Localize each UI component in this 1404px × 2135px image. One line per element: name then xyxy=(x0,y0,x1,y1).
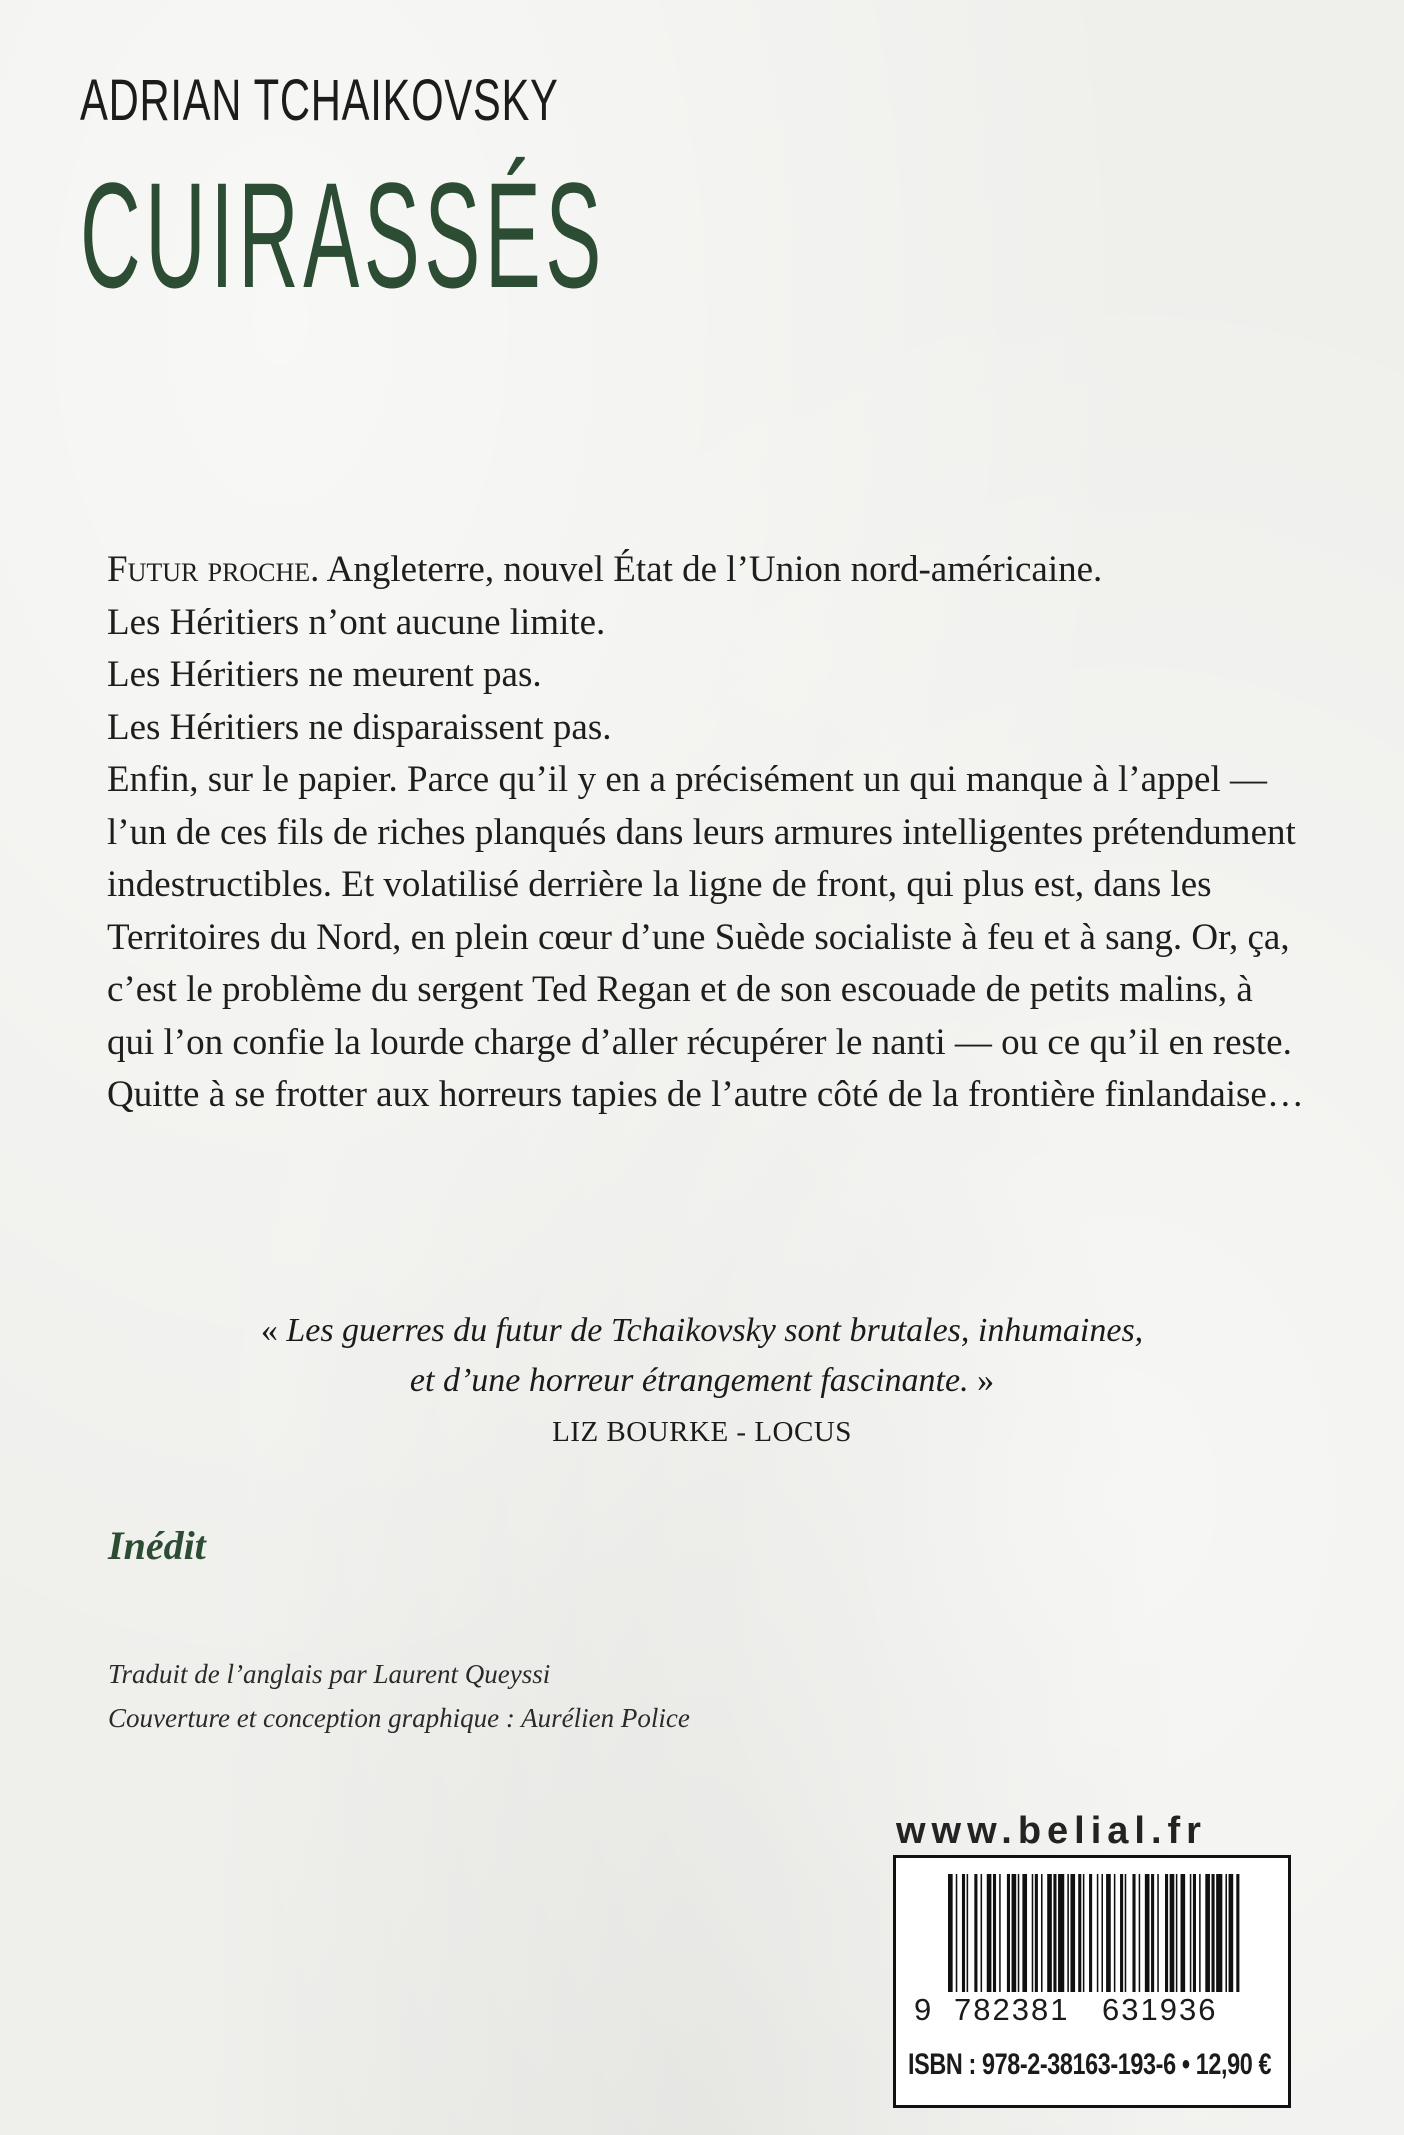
blurb-line-text: Angleterre, nouvel État de l’Union nord-américaine. xyxy=(319,549,1103,590)
quote-close-mark: » xyxy=(968,1362,995,1399)
publisher-website[interactable]: www.belial.fr xyxy=(896,1810,1207,1852)
isbn-number: ISBN : 978-2-38163-193-6 xyxy=(908,2048,1176,2081)
quote-line-1 xyxy=(0,1306,1404,1356)
quote-text-1: Les guerres du futur de Tchaikovsky sont brutales, inhumaines, xyxy=(286,1312,1144,1349)
translator-credit: Traduit de l’anglais par Laurent Queyssi xyxy=(108,1659,551,1689)
back-cover-blurb xyxy=(107,544,1304,1122)
author-name: ADRIAN TCHAIKOVSKY xyxy=(80,68,559,133)
blurb-line: Les Héritiers ne meurent pas. xyxy=(107,654,542,695)
quote-source: LIZ BOURKE - LOCUS xyxy=(552,1416,852,1448)
barcode-digits-right: 631936 xyxy=(1102,1992,1218,2027)
blurb-lead: Futur proche. xyxy=(107,549,320,590)
credits xyxy=(108,1652,690,1740)
quote-open-mark: « xyxy=(260,1312,287,1349)
blurb-line: Territoires du Nord, en plein cœur d’une Suède socialiste à feu et à sang. Or, ça, xyxy=(107,916,1290,958)
barcode-digits-left: 782381 xyxy=(954,1992,1070,2027)
blurb-line: qui l’on confie la lourde charge d’aller récupérer le nanti — ou ce qu’il en reste. xyxy=(107,1021,1292,1063)
book-title: CUIRASSÉS xyxy=(80,151,606,319)
blurb-line: c’est le problème du sergent Ted Regan et de son escouade de petits malins, à xyxy=(107,969,1253,1010)
quote-text-2: et d’une horreur étrangement fascinante. xyxy=(409,1362,969,1399)
isbn-price-line xyxy=(908,2048,1271,2082)
blurb-line: Quitte à se frotter aux horreurs tapies de l’autre côté de la frontière finlandaise… xyxy=(107,1074,1304,1115)
price: 12,90 € xyxy=(1195,2048,1272,2081)
quote-line-2 xyxy=(0,1356,1404,1406)
blurb-line: indestructibles. Et volatilisé derrière la ligne de front, qui plus est, dans les xyxy=(107,864,1212,905)
barcode-box xyxy=(893,1855,1291,2108)
inedit-badge: Inédit xyxy=(108,1523,206,1568)
barcode-digit-first: 9 xyxy=(914,1992,932,2027)
price-separator: • xyxy=(1181,2048,1190,2081)
blurb-line: Les Héritiers ne disparaissent pas. xyxy=(107,706,612,748)
blurb-line: Les Héritiers n’ont aucune limite. xyxy=(107,601,606,643)
barcode-icon xyxy=(946,1874,1244,1994)
blurb-line: Enfin, sur le papier. Parce qu’il y en a précisément un qui manque à l’appel — xyxy=(107,759,1267,800)
blurb-line xyxy=(107,544,1292,597)
design-credit: Couverture et conception graphique : Aurélien Police xyxy=(108,1703,690,1733)
press-quote xyxy=(0,1306,1404,1457)
blurb-line: l’un de ces fils de riches planqués dans leurs armures intelligentes prétendument xyxy=(107,811,1296,853)
